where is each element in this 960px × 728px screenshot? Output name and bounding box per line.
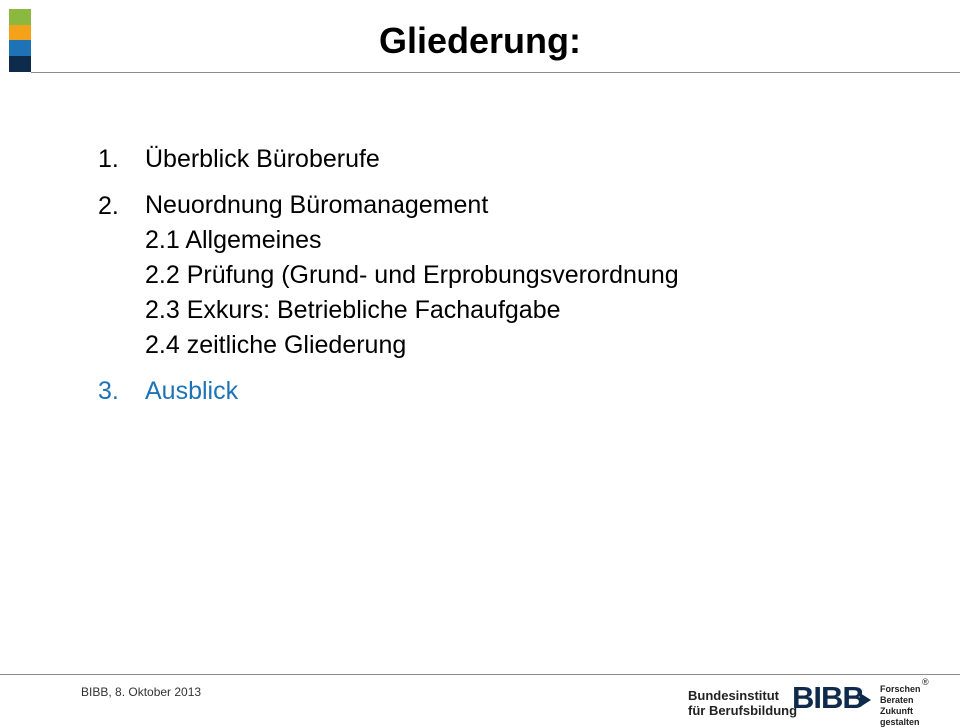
tagline-line-1: Forschen [880,684,921,694]
agenda-list [98,141,938,420]
footer-divider [0,674,960,675]
agenda-item-label: Überblick Büroberufe [145,145,380,173]
agenda-subitem: 2.4 zeitliche Gliederung [145,331,407,359]
agenda-subitem: 2.2 Prüfung (Grund- und Erprobungsverordnung [145,261,679,289]
agenda-item-number: 1. [98,145,119,173]
agenda-item-number: 2. [98,192,119,220]
bibb-logo [688,678,944,727]
agenda-item-label: Neuordnung Büromanagement [145,191,489,219]
logo-line-1: Bundesinstitut [688,688,779,703]
footer-date: BIBB, 8. Oktober 2013 [81,685,202,699]
logo-arrow-icon [860,693,871,707]
agenda-item-number: 3. [98,377,119,405]
logo-tagline [880,684,944,728]
agenda-item-label: Ausblick [145,377,239,405]
tagline-line-2: Beraten [880,695,914,705]
logo-institute-name [688,688,797,718]
logo-mark: BIBB [792,680,864,715]
title-divider [31,72,960,73]
tagline-line-3: Zukunft gestalten [880,706,920,727]
agenda-subitem: 2.1 Allgemeines [145,226,322,254]
agenda-item-2 [98,188,938,363]
slide-title: Gliederung: [378,20,581,61]
logo-line-2: für Berufsbildung [688,703,798,718]
agenda-subitem: 2.3 Exkurs: Betriebliche Fachaufgabe [145,296,561,324]
registered-mark: ® [922,677,929,687]
agenda-item-1 [98,141,938,178]
agenda-item-3 [98,373,938,410]
